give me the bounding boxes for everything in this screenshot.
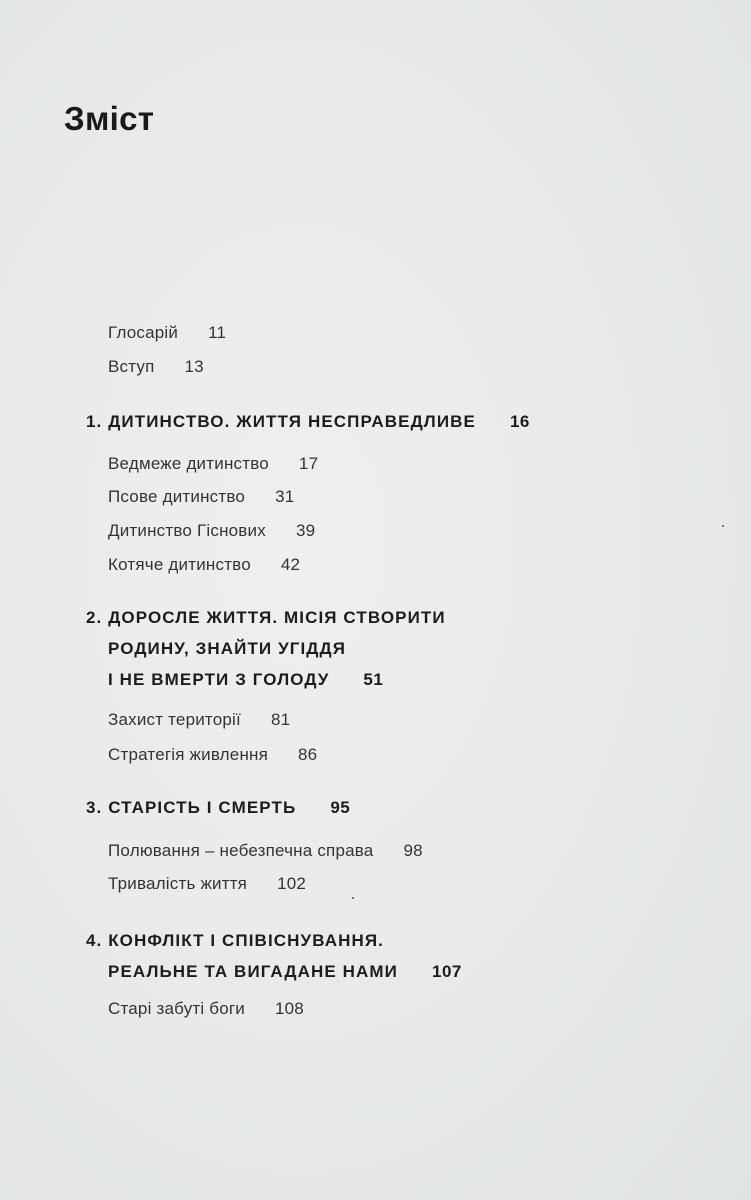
toc-chapter-4[interactable] <box>86 925 462 987</box>
toc-entry-label: Ведмеже дитинство <box>108 454 269 473</box>
toc-entry-label: Старі забуті боги <box>108 999 245 1018</box>
toc-entry-page: 108 <box>274 999 304 1018</box>
toc-entry-page: 98 <box>403 841 423 860</box>
toc-section[interactable] <box>108 999 304 1019</box>
toc-entry-label: Полювання – небезпечна справа <box>108 841 374 860</box>
chapter-page: 51 <box>363 670 384 689</box>
toc-chapter-1[interactable] <box>86 406 530 437</box>
toc-entry-page: 81 <box>270 710 291 729</box>
toc-section[interactable] <box>108 874 306 894</box>
toc-entry-label: Псове дитинство <box>108 487 246 506</box>
chapter-title-line: 2. ДОРОСЛЕ ЖИТТЯ. МІСІЯ СТВОРИТИ <box>86 608 446 627</box>
toc-entry-label: Тривалість життя <box>108 874 248 893</box>
chapter-title-line: І НЕ ВМЕРТИ З ГОЛОДУ 51 <box>108 670 384 689</box>
toc-section[interactable] <box>108 521 315 541</box>
toc-entry-page: 39 <box>295 521 316 540</box>
toc-entry-label: Вступ <box>108 357 155 376</box>
toc-entry-label: Дитинство Гіснових <box>108 521 266 540</box>
toc-entry-page: 11 <box>208 323 227 342</box>
chapter-title-line: РОДИНУ, ЗНАЙТИ УГІДДЯ <box>108 639 347 658</box>
toc-entry-label: Стратегія живлення <box>108 745 269 764</box>
toc-entry-label: Захист території <box>108 710 241 729</box>
toc-entry-page: 86 <box>298 745 318 764</box>
toc-chapter-2[interactable] <box>86 602 446 695</box>
toc-section[interactable] <box>108 745 317 765</box>
chapter-title-line: 3. СТАРІСТЬ І СМЕРТЬ 95 <box>86 798 351 817</box>
toc-section[interactable] <box>108 555 300 575</box>
toc-section[interactable] <box>108 710 290 730</box>
chapter-page: 107 <box>432 962 462 981</box>
chapter-title-line: РЕАЛЬНЕ ТА ВИГАДАНЕ НАМИ 107 <box>108 962 462 981</box>
toc-section[interactable] <box>108 841 423 861</box>
chapter-page: 16 <box>509 412 530 431</box>
toc-entry-glossary[interactable] <box>108 323 226 343</box>
toc-section[interactable] <box>108 487 294 507</box>
paper-speck <box>352 897 354 899</box>
toc-section[interactable] <box>108 454 318 474</box>
chapter-title-line: 1. ДИТИНСТВО. ЖИТТЯ НЕСПРАВЕДЛИВЕ 16 <box>86 412 530 431</box>
paper-speck <box>722 525 724 527</box>
toc-entry-label: Глосарій <box>108 323 179 342</box>
toc-entry-page: 102 <box>277 874 307 893</box>
toc-entry-label: Котяче дитинство <box>108 555 251 574</box>
toc-entry-page: 42 <box>280 555 301 574</box>
chapter-page: 95 <box>330 798 351 817</box>
chapter-title-line: 4. КОНФЛІКТ І СПІВІСНУВАННЯ. <box>86 931 384 950</box>
toc-entry-intro[interactable] <box>108 357 204 377</box>
toc-entry-page: 13 <box>184 357 204 376</box>
toc-chapter-3[interactable] <box>86 792 350 823</box>
toc-entry-page: 31 <box>275 487 295 506</box>
page-title: Зміст <box>64 100 155 137</box>
toc-entry-page: 17 <box>298 454 319 473</box>
